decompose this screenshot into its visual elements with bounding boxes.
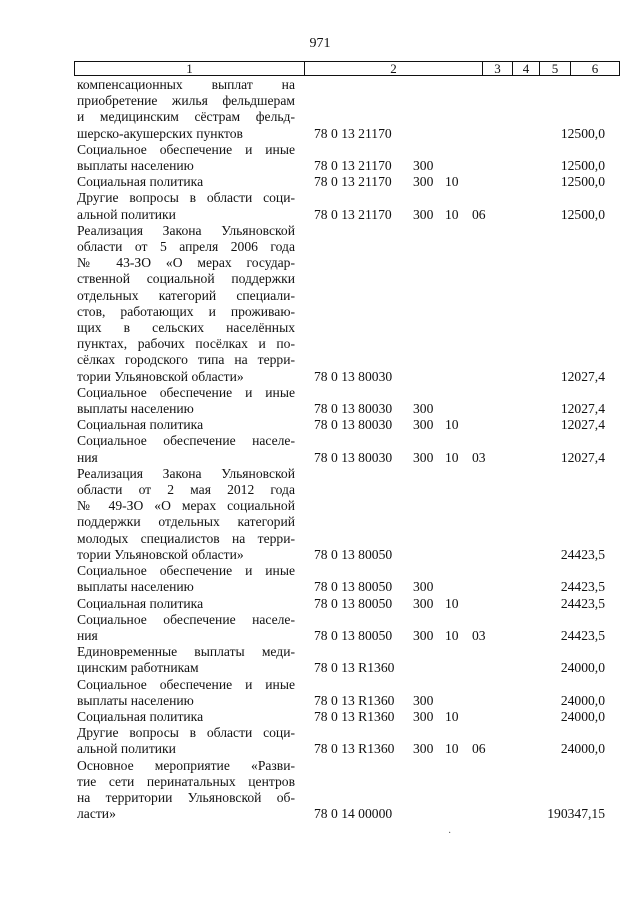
row-code: 78 0 13 80050 [314,579,393,595]
row-name-line: области от 2 мая 2012 года [77,482,295,498]
row-amount: 12027,4 [560,368,605,384]
row-name-line: Социальная политика [77,708,204,724]
row-name-line: Социальная политика [77,174,204,190]
row-code: 78 0 13 80030 [314,368,393,384]
row-subsection: 10 [445,417,459,433]
row-item: 03 [472,449,486,465]
row-item: 03 [472,627,486,643]
row-name-line: ния [77,627,98,643]
row-code: 78 0 13 R1360 [314,741,395,757]
row-section: 300 [413,174,434,190]
row-name-line: сёлках городского типа на терри- [77,352,295,368]
row-code: 78 0 13 80050 [314,595,393,611]
row-name-line: Реализация Закона Ульяновской [77,465,295,481]
row-subsection: 10 [445,174,459,190]
scan-mark: · [448,828,452,839]
row-code: 78 0 13 21170 [314,174,392,190]
budget-table [77,77,617,822]
row-name-line: ласти» [77,806,116,822]
row-name-line: тие сети перинатальных центров [77,773,295,789]
table-row [77,385,617,417]
row-name-line: Другие вопросы в области соци- [77,725,295,741]
row-amount: 24000,0 [560,741,605,757]
row-subsection: 10 [445,595,459,611]
row-name [77,644,295,676]
row-name-line: Единовременные выплаты меди- [77,644,295,660]
row-name [77,466,295,563]
row-amount: 24000,0 [560,692,605,708]
row-name-line: шерско-акушерских пунктов [77,125,243,141]
row-section: 300 [413,741,434,757]
row-name-line: поддержки отдельных категорий [77,514,295,530]
page-number: 971 [309,36,331,51]
row-name [77,596,295,612]
row-name [77,174,295,190]
row-name [77,223,295,385]
row-amount: 12500,0 [560,125,605,141]
row-name-line: Социальная политика [77,417,204,433]
row-name-line: цинским работникам [77,660,199,676]
row-section: 300 [413,627,434,643]
row-item: 06 [472,206,486,222]
row-name-line: и медицинским сёстрам фельд- [77,109,295,125]
row-section: 300 [413,692,434,708]
row-section: 300 [413,158,434,174]
row-name-line: щих в сельских населённых [77,320,295,336]
table-row [77,644,617,676]
row-name-line: компенсационных выплат на [77,77,295,92]
row-name [77,433,295,465]
row-name-line: выплаты населению [77,579,194,595]
table-row [77,223,617,385]
row-amount: 24000,0 [560,660,605,676]
row-name [77,563,295,595]
row-name-line: выплаты населению [77,401,194,417]
row-code: 78 0 13 R1360 [314,708,395,724]
row-name-line: области от 5 апреля 2006 года [77,239,295,255]
row-subsection: 10 [445,627,459,643]
row-name [77,612,295,644]
row-amount: 24423,5 [560,546,605,562]
row-name-line: ственной социальной поддержки [77,271,295,287]
row-name [77,677,295,709]
row-code: 78 0 13 R1360 [314,660,395,676]
row-code: 78 0 13 21170 [314,158,392,174]
row-subsection: 10 [445,449,459,465]
row-subsection: 10 [445,708,459,724]
table-row [77,596,617,612]
row-section: 300 [413,401,434,417]
row-name-line: Социальное обеспечение и иные [77,384,295,400]
row-name [77,190,295,222]
header-col-6: 6 [591,61,599,76]
row-name-line: Социальное обеспечение и иные [77,141,295,157]
table-row [77,709,617,725]
row-name-line: стов, работающих и проживаю- [77,303,295,319]
row-name [77,758,295,823]
row-name-line: Основное мероприятие «Разви- [77,757,295,773]
header-col-4: 4 [513,62,540,75]
row-item: 06 [472,741,486,757]
table-row [77,612,617,644]
row-name-line: выплаты населению [77,692,194,708]
table-row [77,77,617,142]
row-name-line: Социальное обеспечение и иные [77,563,295,579]
row-amount: 190347,15 [547,806,605,822]
row-subsection: 10 [445,741,459,757]
row-section: 300 [413,206,434,222]
table-row [77,677,617,709]
row-code: 78 0 13 80050 [314,627,393,643]
row-name-line: пунктах, рабочих посёлках и по- [77,336,295,352]
row-amount: 12027,4 [560,449,605,465]
row-name-line: Реализация Закона Ульяновской [77,222,295,238]
row-amount: 24000,0 [560,708,605,724]
row-name-line: Другие вопросы в области соци- [77,190,295,206]
row-name [77,709,295,725]
row-name [77,77,295,142]
row-amount: 12500,0 [560,206,605,222]
row-code: 78 0 13 80030 [314,417,393,433]
header-col-1: 1 [75,62,305,75]
row-section: 300 [413,595,434,611]
row-amount: 12500,0 [560,174,605,190]
row-name-line: на территории Ульяновской об- [77,789,295,805]
table-row [77,174,617,190]
row-amount: 24423,5 [560,579,605,595]
row-section: 300 [413,417,434,433]
table-row [77,190,617,222]
row-amount: 12500,0 [560,158,605,174]
row-section: 300 [413,708,434,724]
row-name-line: молодых специалистов на терри- [77,530,295,546]
row-code: 78 0 13 80030 [314,449,393,465]
row-code: 78 0 13 R1360 [314,692,395,708]
table-row [77,417,617,433]
row-name-line: Социальная политика [77,595,204,611]
table-row [77,758,617,823]
row-name-line: ния [77,449,98,465]
row-name-line: тории Ульяновской области» [77,546,244,562]
row-section: 300 [413,579,434,595]
table-header [74,61,620,76]
table-row [77,466,617,563]
row-code: 78 0 13 21170 [314,125,392,141]
row-name [77,417,295,433]
header-col-2: 2 [305,62,483,75]
row-name-line: № 49-ЗО «О мерах социальной [77,498,295,514]
table-row [77,142,617,174]
row-section: 300 [413,449,434,465]
row-amount: 12027,4 [560,417,605,433]
row-code: 78 0 13 80050 [314,546,393,562]
row-name-line: Социальное обеспечение населе- [77,611,295,627]
row-name [77,725,295,757]
row-name [77,385,295,417]
row-subsection: 10 [445,206,459,222]
row-name-line: выплаты населению [77,158,194,174]
row-code: 78 0 14 00000 [314,806,393,822]
row-name-line: отдельных категорий специали- [77,287,295,303]
table-row [77,563,617,595]
row-code: 78 0 13 80030 [314,401,393,417]
header-col-3: 3 [483,62,513,75]
row-name [77,142,295,174]
row-code: 78 0 13 21170 [314,206,392,222]
row-name-line: Социальное обеспечение и иные [77,676,295,692]
row-amount: 24423,5 [560,595,605,611]
row-amount: 12027,4 [560,401,605,417]
row-name-line: № 43-ЗО «О мерах государ- [77,255,295,271]
row-name-line: тории Ульяновской области» [77,368,244,384]
table-row [77,725,617,757]
row-name-line: альной политики [77,206,176,222]
table-row [77,433,617,465]
row-amount: 24423,5 [560,627,605,643]
header-col-5: 5 [540,62,571,75]
row-name-line: Социальное обеспечение населе- [77,433,295,449]
row-name-line: приобретение жилья фельдшерам [77,93,295,109]
row-name-line: альной политики [77,741,176,757]
